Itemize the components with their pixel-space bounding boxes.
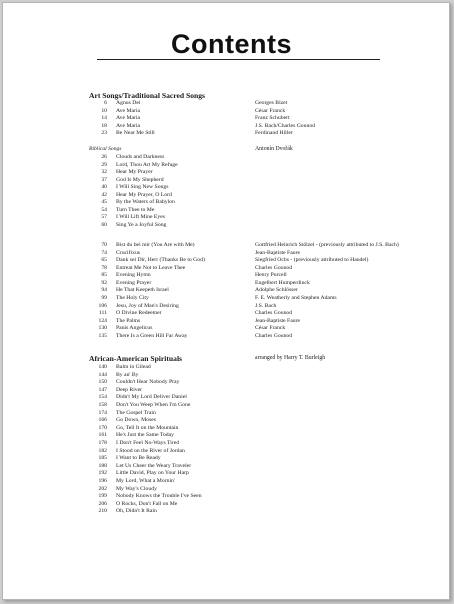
page-number: 74 — [101, 249, 107, 256]
title-rule — [97, 59, 380, 60]
page-number: 92 — [101, 279, 107, 286]
page-number: 161 — [98, 432, 107, 439]
song-title: Be Near Me Still — [116, 130, 155, 137]
page-number: 29 — [101, 161, 107, 168]
biblical-songs-composer: Antonín Dvořák — [255, 146, 293, 152]
page-number: 154 — [98, 394, 107, 401]
page-number: 185 — [98, 455, 107, 462]
page-number: 182 — [98, 447, 107, 454]
page-number: 18 — [101, 122, 107, 129]
page-number: 147 — [98, 386, 107, 393]
composer-name: César Franck — [255, 325, 286, 332]
song-title: Don't You Weep When I'm Gone — [116, 402, 191, 408]
composer-name: Ferdinand Hiller — [255, 130, 293, 137]
composer-name: J.S. Bach — [255, 302, 277, 309]
song-title: He That Keepeth Israel — [116, 287, 169, 294]
composer-name: Jean-Baptiste Faure — [255, 317, 301, 324]
composer-name: Charles Gounod — [255, 264, 293, 271]
contents-page — [2, 2, 450, 600]
song-title: By the Waters of Babylon — [116, 199, 175, 206]
song-title: There Is a Green Hill Far Away — [116, 332, 188, 339]
song-title: Clouds and Darkness — [116, 154, 165, 160]
page-number: 78 — [101, 264, 107, 271]
composer-name: Engelbert Humperdinck — [255, 279, 310, 286]
page-number: 6 — [104, 100, 107, 106]
song-title: Ave Maria — [116, 107, 141, 114]
song-title: O Rocks, Don't Fall on Me — [116, 500, 178, 507]
composer-name: Gottfried Heinrich Stölzel - (previously attributed to J.S. Bach) — [255, 242, 399, 248]
section-heading-art-songs: Art Songs/Traditional Sacred Songs — [89, 91, 205, 100]
song-title: O Divine Redeemer — [116, 310, 162, 317]
page-number: 170 — [98, 424, 107, 431]
page-number: 135 — [98, 332, 107, 339]
song-title: Go, Tell It on the Mountain — [116, 424, 179, 431]
song-title: I Don't Feel No-Ways Tired — [116, 440, 180, 446]
song-title: Let Us Cheer the Weary Traveler — [116, 462, 192, 469]
song-title: Dank sei Dir, Herr (Thanks Be to God) — [116, 257, 205, 264]
page-number: 32 — [101, 169, 107, 176]
song-title: I Want to Be Ready — [116, 455, 161, 462]
song-title: Little David, Play on Your Harp — [116, 470, 189, 477]
song-title: Jesu, Joy of Man's Desiring — [116, 302, 179, 309]
page-number: 42 — [101, 191, 107, 198]
page-number: 202 — [98, 485, 107, 492]
song-title: By an' By — [116, 371, 139, 378]
song-title: The Holy City — [116, 294, 149, 301]
song-title: Evening Prayer — [116, 279, 152, 286]
page-number: 124 — [98, 317, 107, 324]
page-number: 70 — [101, 242, 107, 248]
composer-name: J.S. Bach/Charles Gounod — [255, 122, 316, 129]
page-number: 10 — [101, 107, 107, 114]
page-number: 199 — [98, 493, 107, 500]
song-title: Nobody Knows the Trouble I've Seen — [116, 493, 202, 500]
page-number: 106 — [98, 302, 107, 309]
page-number: 210 — [98, 508, 107, 515]
song-title: Entreat Me Not to Leave Thee — [116, 264, 186, 271]
composer-name: Georges Bizet — [255, 100, 288, 106]
composer-name: Charles Gounod — [255, 332, 293, 339]
page-number: 130 — [98, 325, 107, 332]
page-number: 99 — [101, 294, 107, 301]
song-title: God Is My Shepherd — [116, 176, 164, 183]
song-title: My Way's Cloudy — [116, 485, 157, 492]
song-title: Didn't My Lord Deliver Daniel — [116, 394, 187, 401]
page-number: 94 — [101, 287, 107, 294]
song-title: He's Just the Same Today — [116, 432, 175, 439]
song-title: Oh, Didn't It Rain — [116, 508, 157, 515]
page-number: 65 — [101, 257, 107, 264]
page-number: 144 — [98, 371, 107, 378]
song-title: Lord, Thou Art My Refuge — [116, 161, 178, 168]
page-number: 14 — [101, 115, 107, 122]
section-heading-spirituals: African-American Spirituals — [89, 354, 183, 363]
composer-name: F. E. Weatherly and Stephen Adams — [255, 294, 337, 301]
composer-name: Henry Purcell — [255, 272, 287, 279]
page-number: 45 — [101, 199, 107, 206]
page-number: 57 — [101, 214, 107, 221]
song-title: Go Down, Moses — [116, 417, 156, 424]
song-title: Evening Hymn — [116, 272, 151, 279]
song-title: Hear My Prayer, O Lord — [116, 191, 172, 198]
page-number: 192 — [98, 470, 107, 477]
page-number: 150 — [98, 379, 107, 386]
song-title: Hear My Prayer — [116, 169, 153, 176]
page-number: 166 — [98, 417, 107, 424]
song-title: Balm in Gilead — [116, 364, 151, 370]
composer-name: Adolphe Schlösser — [255, 287, 298, 294]
page-number: 40 — [101, 184, 107, 191]
page-number: 158 — [98, 402, 107, 408]
composer-name: Siegfried Ochs - (previously attributed to Handel) — [255, 257, 369, 264]
page-number: 188 — [98, 462, 107, 469]
page-title: Contents — [171, 29, 292, 59]
song-title: Ave Maria — [116, 115, 141, 122]
page-number: 54 — [101, 206, 107, 213]
song-title: Crucifixus — [116, 249, 141, 256]
song-title: Couldn't Hear Nobody Pray — [116, 379, 180, 386]
song-title: Ave Maria — [116, 122, 141, 129]
page-number: 26 — [101, 154, 107, 160]
composer-name: César Franck — [255, 107, 286, 114]
page-number: 140 — [98, 364, 107, 370]
page-number: 111 — [98, 310, 107, 317]
composer-name: Jean-Baptiste Faure — [255, 249, 301, 256]
page-number: 178 — [98, 440, 107, 446]
section-heading-biblical-songs: Biblical Songs — [89, 146, 122, 152]
song-title: I Will Sing New Songs — [116, 184, 169, 191]
song-title: Deep River — [116, 386, 143, 393]
spirituals-arranger: arranged by Harry T. Burleigh — [255, 355, 326, 361]
page-number: 37 — [101, 176, 107, 183]
song-title: I Will Lift Mine Eyes — [116, 214, 165, 221]
page-number: 23 — [101, 130, 107, 137]
song-title: The Gospel Train — [116, 409, 156, 416]
song-title: Bist du bei mir (You Are with Me) — [116, 242, 195, 248]
song-title: The Palms — [116, 317, 141, 324]
composer-name: Charles Gounod — [255, 310, 293, 317]
song-title: Panis Angelicus — [116, 325, 153, 332]
song-title: My Lord, What a Mornin' — [116, 478, 175, 484]
page-number: 206 — [98, 500, 107, 507]
composer-name: Franz Schubert — [255, 115, 290, 122]
song-title: Turn Thee to Me — [116, 206, 155, 213]
page-number: 85 — [101, 272, 107, 279]
song-title: I Stood on the River of Jordan — [116, 447, 185, 454]
page-number: 196 — [98, 478, 107, 484]
page-number: 174 — [98, 409, 107, 416]
song-title: Sing Ye a Joyful Song — [116, 221, 167, 228]
song-title: Agnus Dei — [116, 100, 141, 106]
page-number: 60 — [101, 221, 107, 228]
